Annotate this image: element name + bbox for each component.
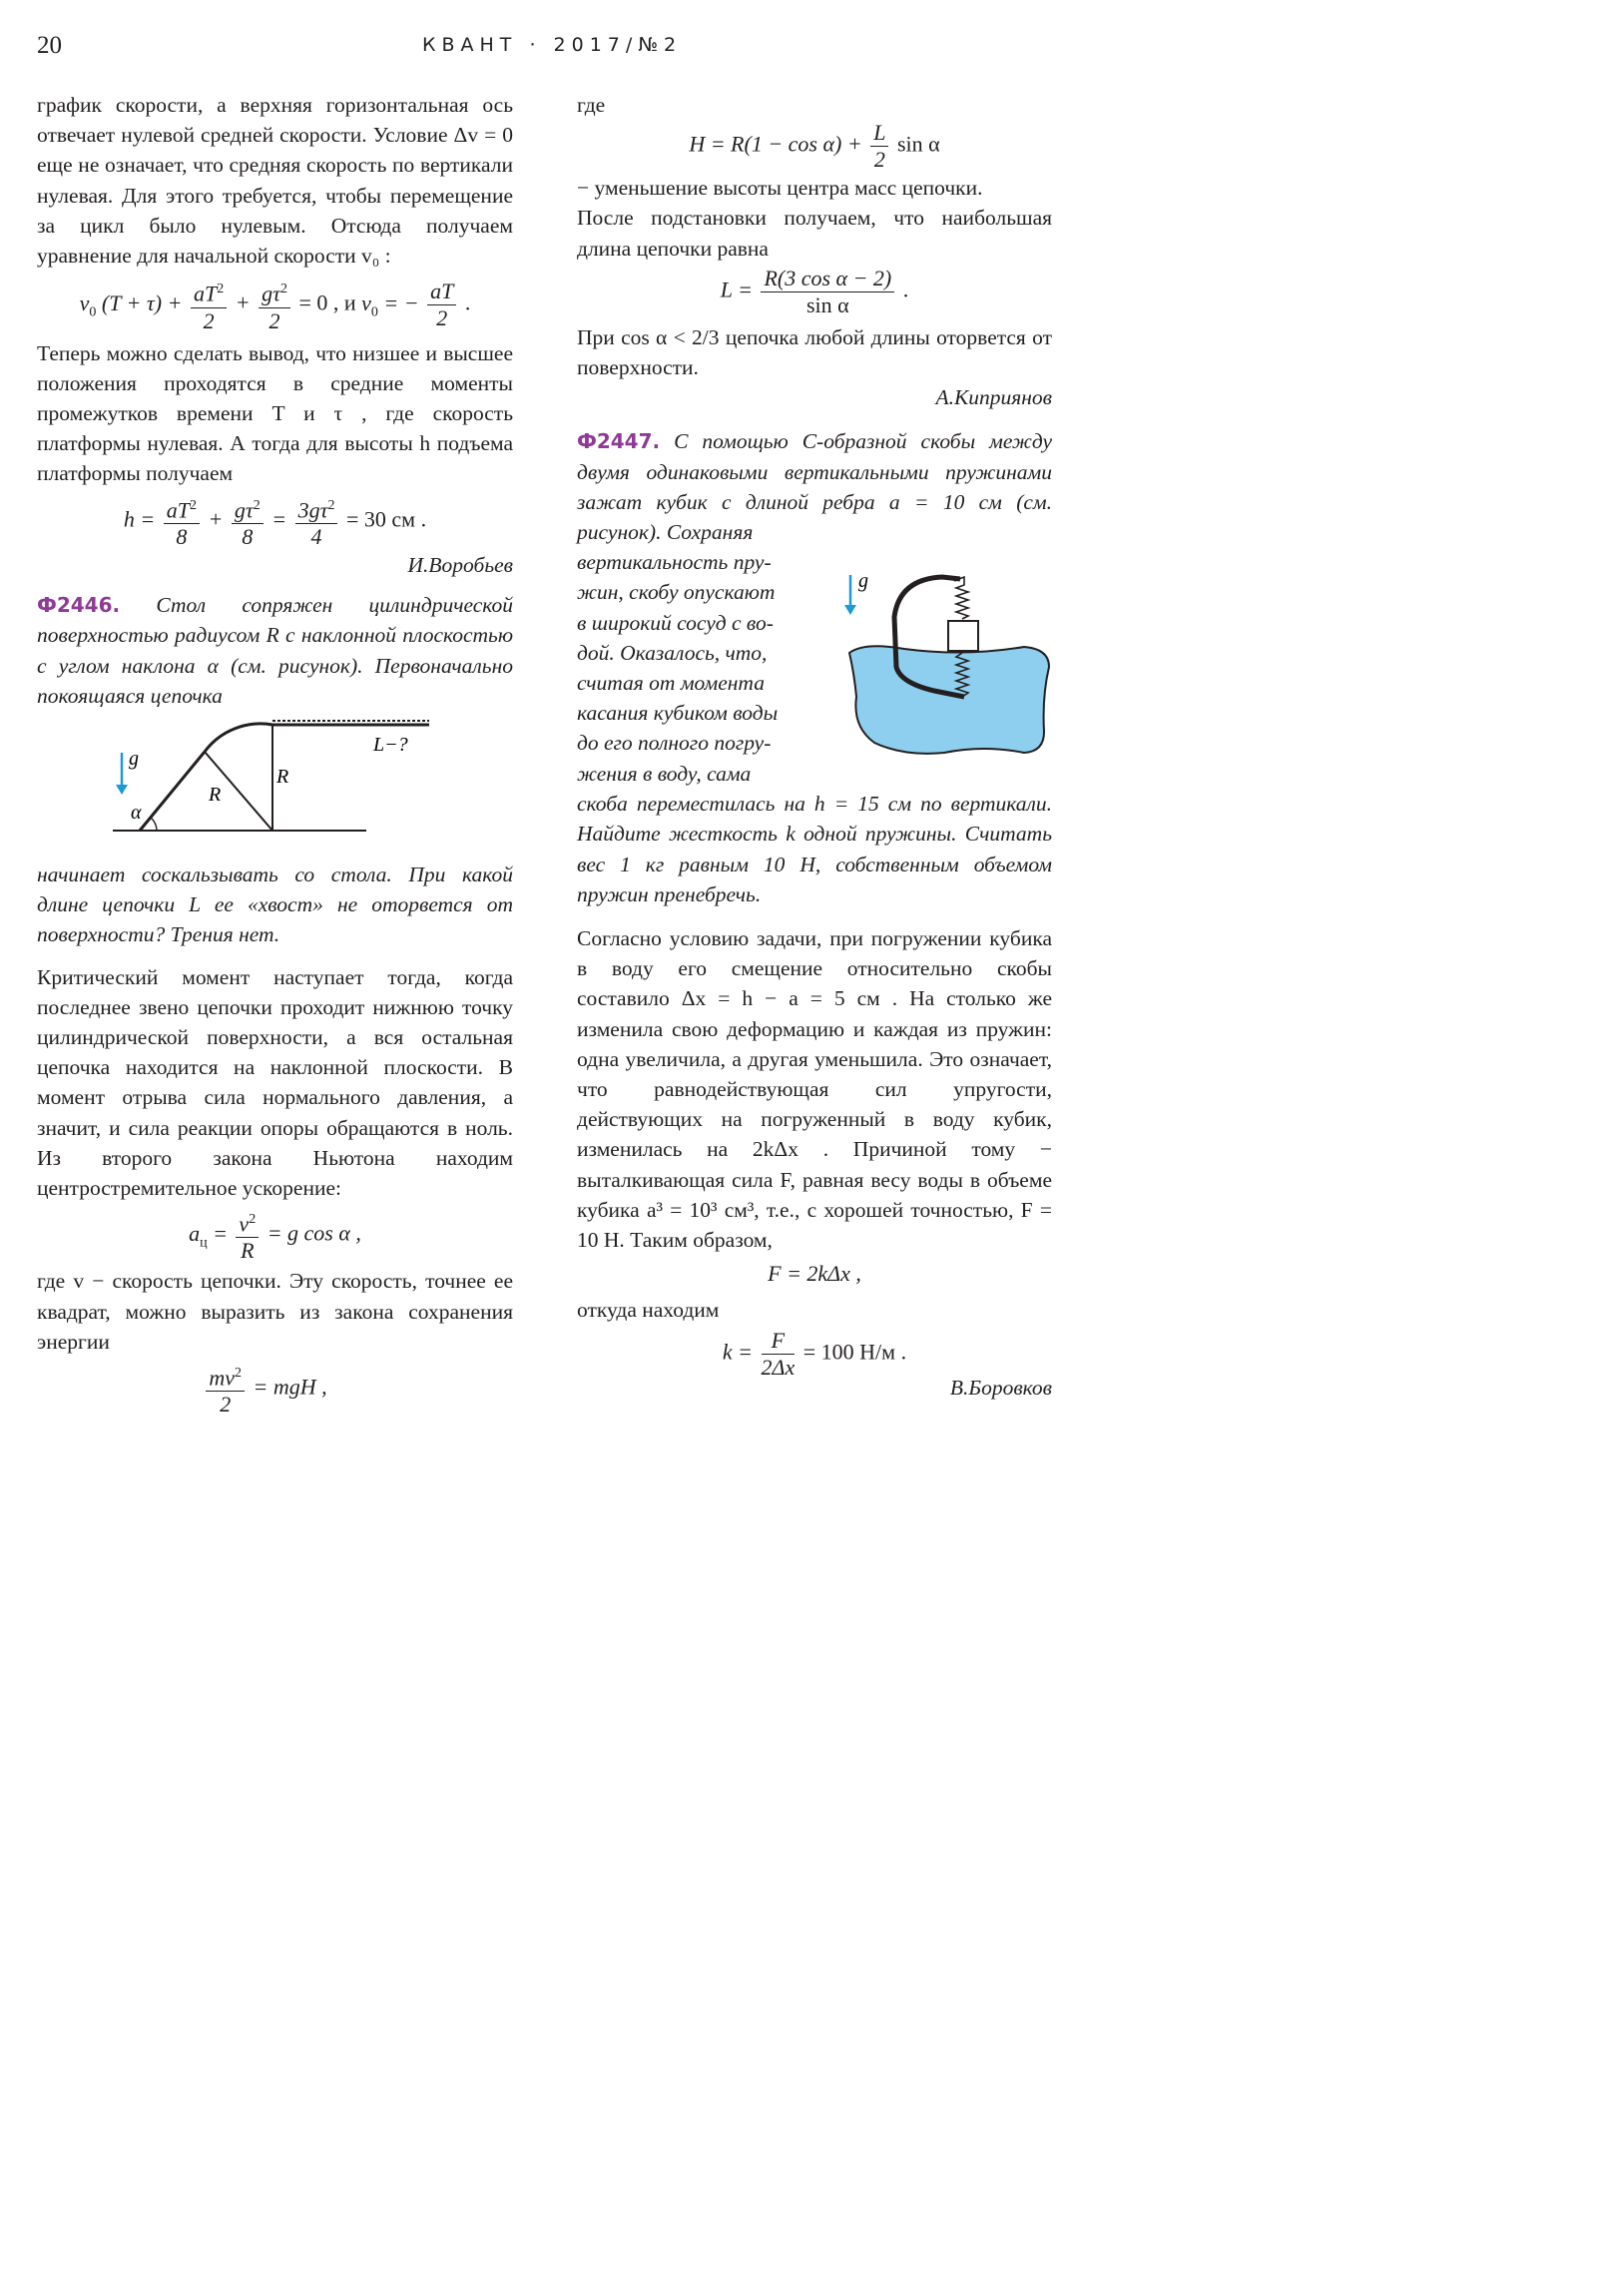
problem-2446-text: Стол сопряжен цилиндрической поверхностью радиусом R с наклонной плоскостью с углом наклона α (см. рисунок). Первоначально покоящаяся цепочка (37, 593, 514, 708)
equation-k-left: k = (722, 1339, 754, 1365)
wrap-line: касания кубиком воды (577, 701, 779, 726)
equation-H-right: sin α (896, 131, 940, 157)
problem-2447-id: Ф2447. (577, 429, 661, 454)
equation-h: h = $\frac{aT^2}{8}$ + $\frac{g\tau^2}{8}$ = $\frac{3g\tau^2}{4}$ = 30 см . (37, 493, 513, 550)
equation-L-num: R(3 cos α − 2) (761, 266, 894, 292)
figure1-L: L−? (373, 733, 408, 756)
equation-F: F = 2kΔx , (768, 1261, 861, 1287)
equation-v0: $v_0$ (T + τ) + $\frac{aT^2}{2}$ + $\frac{g\tau^2}{2}$ = 0 , и $v_0$ = − $\frac{aT}{2}$ . (37, 277, 513, 333)
right-para-2: После подстановки получаем, что наибольшая длина цепочки равна (577, 206, 1052, 261)
equation-L: L = $\frac{\text{R(3 cos α − 2)}}{\text{sin α}}$ . (720, 265, 909, 317)
problem-2447-text: С помощью С-образной скобы между двумя одинаковыми вертикальными пружинами зажат кубик с длиной ребра a = 10 см (см. рисунок). Сохраняя (577, 429, 1053, 545)
problem-2447-wrap (577, 547, 1052, 789)
problem-2446-cont: начинает соскальзывать со стола. При какой длине цепочки L ее «хвост» не оторвется от поверхности? Трения нет. (37, 861, 513, 947)
problem-2447-cont: скоба переместилась на h = 15 см по вертикали. Найдите жесткость k одной пружины. Считать вес 1 кг равным 10 Н, собственным объемом пружин пренебречь. (577, 792, 1052, 906)
equation-acc-result: = g cos α , (266, 1220, 361, 1246)
figure1-g: g (129, 747, 139, 770)
wrap-line: до его полного погру- (577, 731, 772, 756)
left-para-1: график скорости, а верхняя горизонтальная ось отвечает нулевой средней скорости. Условие Δv = 0 еще не означает, что средняя скорость по вертикали нулевая. Для этого требуется, чтобы перемещение за цикл было нулевым. Отсюда получаем уравнение для начальной скорости v₀ : (37, 93, 513, 269)
equation-energy-result: = mgH , (253, 1374, 327, 1400)
equation-k-right: = 100 Н/м . (802, 1339, 907, 1365)
equation-H: H = R(1 − cos α) + $\frac{L}{2}$ sin α (689, 120, 940, 173)
figure2-g: g (858, 570, 868, 593)
right-column (577, 90, 1052, 1403)
figure-bracket-cube (844, 557, 1054, 757)
figure1-alpha: α (131, 801, 142, 824)
right-para-1: − уменьшение высоты центра масс цепочки. (577, 176, 983, 201)
problem-2447-wrap-text (577, 547, 821, 789)
left-para-4: где v − скорость цепочки. Эту скорость, точнее ее квадрат, можно выразить из закона сохранения энергии (37, 1269, 513, 1354)
problem-2447 (577, 426, 1052, 547)
signature-borovkov: В.Боровков (949, 1375, 1052, 1400)
equation-conjunction: , и (332, 289, 356, 315)
wrap-line: жения в воду, сама (577, 761, 752, 786)
equation-k-num: F (762, 1328, 796, 1355)
wrap-line: вертикальность пру- (577, 550, 772, 575)
wrap-line: дой. Оказалось, что, (577, 640, 768, 665)
equation-H-left: H = R(1 − cos α) + (689, 131, 862, 157)
left-para-3: Критический момент наступает тогда, когда последнее звено цепочки проходит нижнюю точку цилиндрической поверхности, а вся остальная цепочка находится на наклонной плоскости. В момент отрыва сила нормального давления, а значит, и сила реакции опоры обращаются в ноль. Из второго закона Ньютона находим центростремительное ускорение: (37, 964, 513, 1200)
journal-header: КВАНТ · 2017/№2 (422, 34, 683, 56)
right-para-4: Согласно условию задачи, при погружении кубика в воду его смещение относительно скобы составило Δx = h − a = 5 см . На столько же изменила свою деформацию и каждая из пружин: одна увеличила, а другая уменьшила. Это означает, что равнодействующая сил упругости, действующих на погруженный в воду кубик, изменилась на 2kΔx . Причиной тому − выталкивающая сила F, равная весу воды в объеме кубика a³ = 10³ см³, т.е., с хорошей точностью, F = 10 Н. Таким образом, (577, 926, 1052, 1253)
problem-2446 (37, 590, 513, 711)
equation-L-den: sin α (805, 291, 849, 317)
right-para-3: При cos α < 2/3 цепочка любой длины оторвется от поверхности. (577, 324, 1052, 380)
problem-2446-id: Ф2446. (37, 593, 121, 618)
equation-energy: $\frac{mv^2}{2}$ = mgH , (17, 1361, 513, 1418)
figure1-R2: R (276, 765, 289, 788)
right-where-2: откуда находим (577, 1298, 720, 1323)
right-where: где (577, 93, 606, 117)
wrap-line: в широкий сосуд с во- (577, 610, 774, 635)
figure-chain-table (37, 719, 513, 854)
page-number: 20 (37, 32, 62, 59)
equation-k-den: 2Δx (761, 1354, 796, 1380)
left-para-2: Теперь можно сделать вывод, что низшее и высшее положения проходятся в средние моменты промежутков времени T и τ , где скорость платформы нулевая. А тогда для высоты h подъема платформы получаем (37, 340, 513, 486)
figure1-R1: R (209, 783, 222, 806)
equation-acc: $a_ц$ = $\frac{v^2}{R}$ = g cos α , (37, 1207, 513, 1264)
wrap-line: считая от момента (577, 671, 765, 696)
equation-h-result: = 30 см . (345, 506, 427, 532)
signature-vorobiev: И.Воробьев (407, 552, 513, 577)
left-column (37, 90, 513, 1418)
signature-kipriyanov: А.Киприянов (935, 385, 1052, 410)
wrap-line: жин, скобу опускают (577, 580, 776, 605)
